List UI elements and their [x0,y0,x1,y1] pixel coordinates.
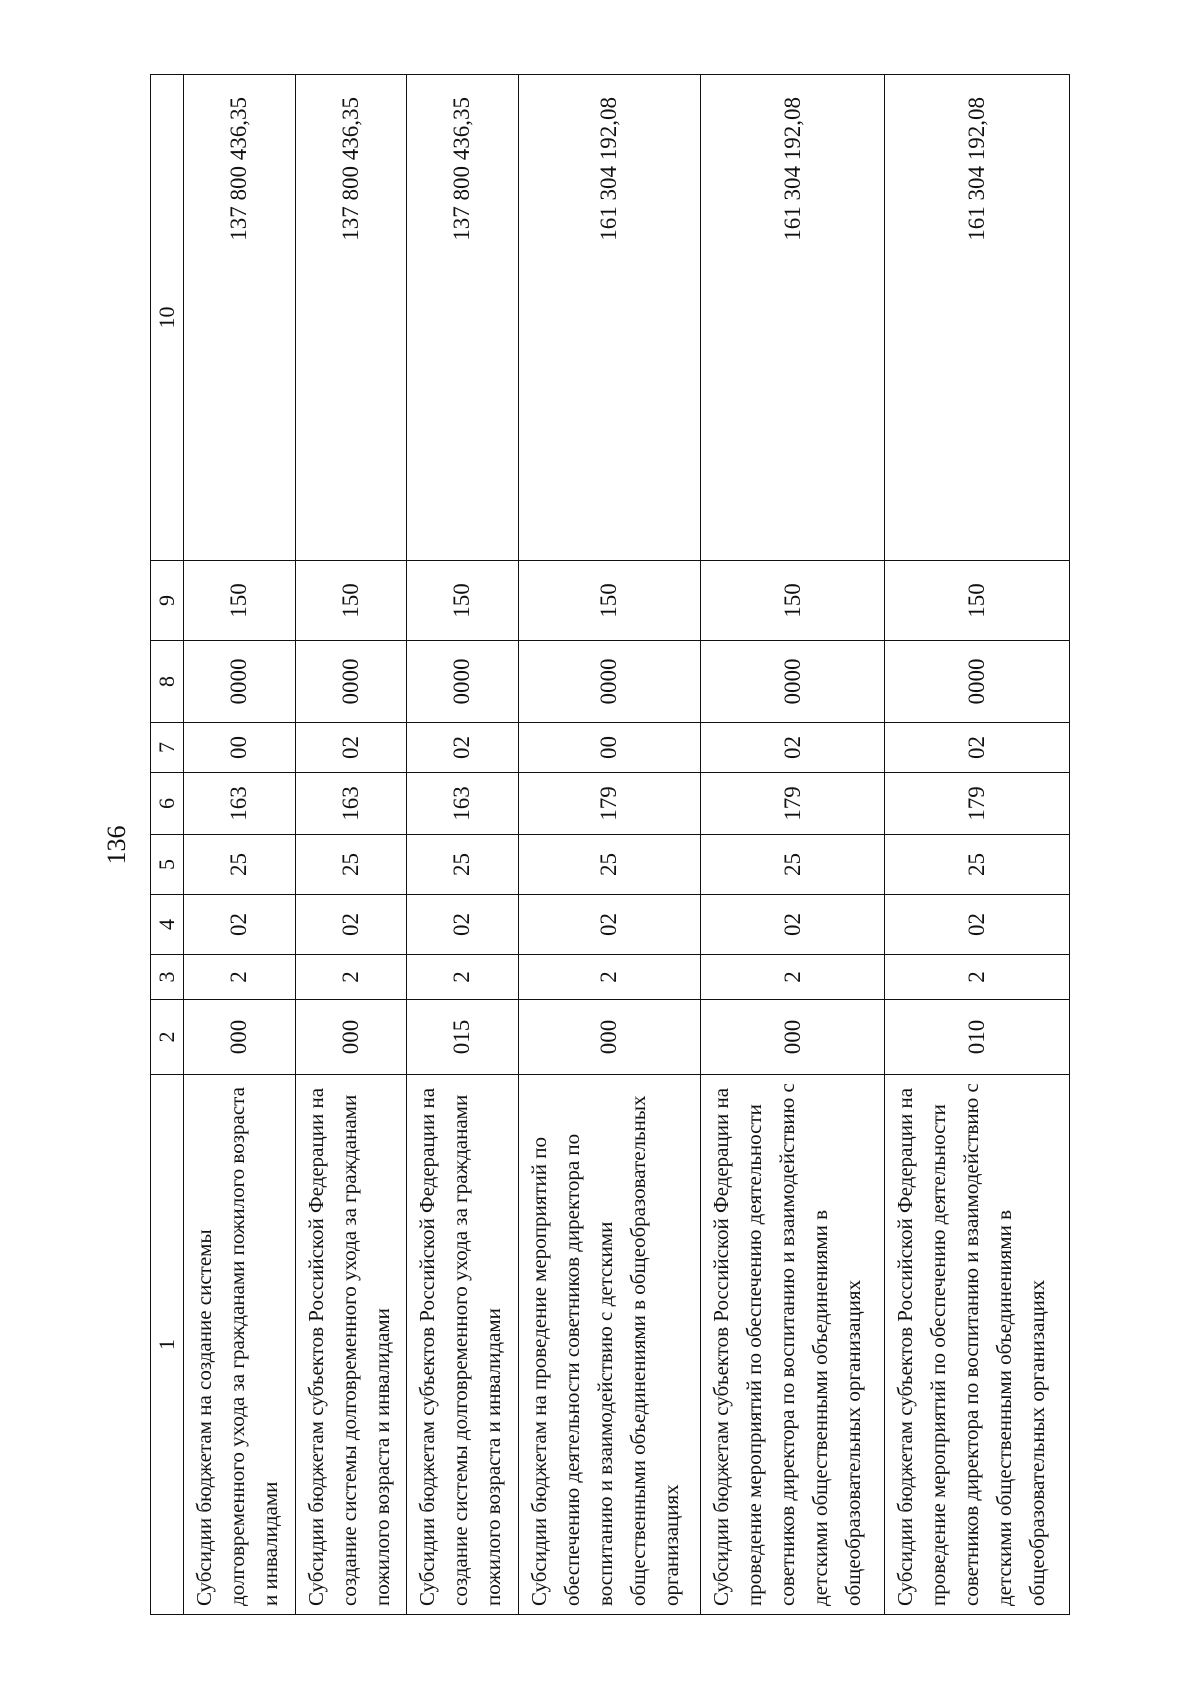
column-header: 9 [151,561,184,641]
cell-code: 163 [407,773,519,835]
budget-table-container [150,75,1070,1615]
cell-code: 02 [885,895,1070,955]
cell-amount: 161 304 192,08 [700,75,884,561]
cell-amount: 161 304 192,08 [518,75,700,561]
cell-code: 02 [407,895,519,955]
cell-code: 150 [184,561,296,641]
cell-code: 000 [700,1000,884,1075]
cell-code: 0000 [885,641,1070,723]
cell-code: 163 [295,773,407,835]
row-name: Субсидии бюджетам субъектов Российской Федерации на создание системы долговременного ухода за гражданами пожилого возраста и инвалидами [295,1075,407,1615]
cell-code: 000 [184,1000,296,1075]
cell-code: 2 [295,955,407,1000]
column-header: 5 [151,835,184,895]
cell-code: 150 [407,561,519,641]
row-name: Субсидии бюджетам на создание системы долговременного ухода за гражданами пожилого возраста и инвалидами [184,1075,296,1615]
budget-table [150,74,1070,1615]
cell-code: 00 [518,723,700,773]
cell-code: 0000 [518,641,700,723]
cell-code: 02 [295,895,407,955]
column-header: 3 [151,955,184,1000]
cell-code: 2 [700,955,884,1000]
row-name: Субсидии бюджетам субъектов Российской Федерации на создание системы долговременного ухода за гражданами пожилого возраста и инвалидами [407,1075,519,1615]
page-number: 136 [102,825,131,865]
column-header: 6 [151,773,184,835]
column-header: 2 [151,1000,184,1075]
cell-code: 0000 [295,641,407,723]
cell-code: 150 [885,561,1070,641]
cell-code: 179 [885,773,1070,835]
cell-code: 02 [407,723,519,773]
cell-code: 015 [407,1000,519,1075]
cell-code: 02 [184,895,296,955]
row-name: Субсидии бюджетам субъектов Российской Федерации на проведение мероприятий по обеспечению деятельности советников директора по воспитанию и взаимодействию с детскими общественными объединениями в общеобразовательных организациях [885,1075,1070,1615]
cell-code: 2 [518,955,700,1000]
cell-code: 25 [295,835,407,895]
cell-code: 0000 [700,641,884,723]
cell-code: 163 [184,773,296,835]
cell-code: 02 [700,723,884,773]
cell-code: 000 [295,1000,407,1075]
table-row [885,75,1070,1615]
cell-code: 0000 [184,641,296,723]
table-row [295,75,407,1615]
cell-amount: 161 304 192,08 [885,75,1070,561]
row-name: Субсидии бюджетам на проведение мероприятий по обеспечению деятельности советников директора по воспитанию и взаимодействию с детскими общественными объединениями в общеобразовательных организациях [518,1075,700,1615]
column-header: 10 [151,75,184,561]
cell-code: 25 [885,835,1070,895]
cell-code: 0000 [407,641,519,723]
table-row [184,75,296,1615]
cell-code: 25 [407,835,519,895]
cell-code: 000 [518,1000,700,1075]
cell-code: 010 [885,1000,1070,1075]
header-row [151,75,184,1615]
cell-code: 2 [184,955,296,1000]
cell-code: 25 [700,835,884,895]
cell-code: 179 [518,773,700,835]
cell-code: 25 [518,835,700,895]
cell-code: 150 [518,561,700,641]
cell-code: 00 [184,723,296,773]
cell-amount: 137 800 436,35 [184,75,296,561]
table-row [518,75,700,1615]
cell-code: 150 [700,561,884,641]
column-header: 7 [151,723,184,773]
cell-amount: 137 800 436,35 [295,75,407,561]
cell-code: 02 [295,723,407,773]
row-name: Субсидии бюджетам субъектов Российской Федерации на проведение мероприятий по обеспечению деятельности советников директора по воспитанию и взаимодействию с детскими общественными объединениями в общеобразовательных организациях [700,1075,884,1615]
table-row [407,75,519,1615]
cell-code: 02 [700,895,884,955]
cell-code: 2 [407,955,519,1000]
cell-code: 150 [295,561,407,641]
cell-code: 2 [885,955,1070,1000]
cell-code: 02 [518,895,700,955]
table-row [700,75,884,1615]
cell-code: 179 [700,773,884,835]
cell-code: 25 [184,835,296,895]
column-header: 4 [151,895,184,955]
cell-amount: 137 800 436,35 [407,75,519,561]
column-header: 8 [151,641,184,723]
cell-code: 02 [885,723,1070,773]
column-header: 1 [151,1075,184,1615]
